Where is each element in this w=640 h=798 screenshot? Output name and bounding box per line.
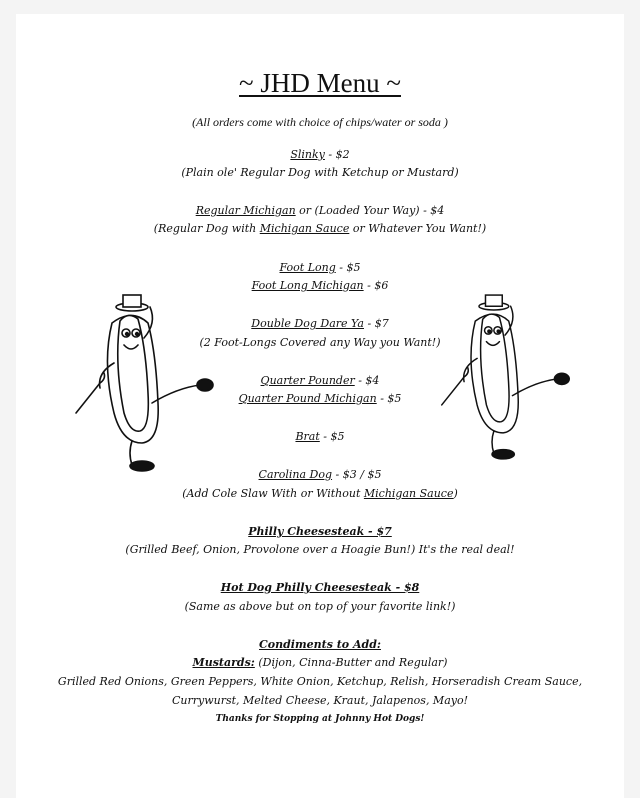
condiments-heading (0, 638, 640, 652)
item-slinky (0, 148, 640, 162)
item-name: Double Dog Dare Ya (251, 317, 364, 330)
condiments-line-2: Currywurst, Melted Cheese, Kraut, Jalapenos, Mayo! (171, 694, 469, 707)
item-name: Quarter Pound Michigan (238, 392, 377, 405)
item-hotdog-philly-desc: (Same as above but on top of your favorite link!) (184, 600, 456, 613)
desc-part: ) (453, 487, 458, 500)
condiments-line-1: Grilled Red Onions, Green Peppers, White Onion, Ketchup, Relish, Horseradish Cream Sauce, (57, 675, 583, 688)
item-price: - $5 (319, 430, 345, 443)
dancing-hotdog-left-icon (72, 293, 217, 473)
item-price: - $5 (376, 392, 402, 405)
item-philly-desc: (Grilled Beef, Onion, Provolone over a Hoagie Bun!) It's the real deal! (125, 543, 515, 556)
item-price: or (Loaded Your Way) - $4 (295, 204, 445, 217)
item-name: Philly Cheesesteak - $7 (248, 525, 392, 538)
mustards-list: (Dijon, Cinna-Butter and Regular) (254, 656, 448, 669)
condiments-title: Condiments to Add: (259, 638, 381, 651)
mustards-label: Mustards: (192, 656, 255, 669)
item-price: - $4 (354, 374, 380, 387)
item-name: Brat (295, 430, 320, 443)
item-name: Carolina Dog (258, 468, 333, 481)
item-price: - $6 (363, 279, 389, 292)
item-name: Quarter Pounder (260, 374, 355, 387)
item-name: Hot Dog Philly Cheesesteak - $8 (220, 581, 420, 594)
condiments-mustards (0, 656, 640, 670)
desc-part: or Whatever You Want!) (349, 222, 487, 235)
dancing-hotdog-right-icon (438, 291, 573, 463)
desc-sauce: Michigan Sauce (259, 222, 350, 235)
item-philly (0, 525, 640, 539)
desc-part: (Add Cole Slaw With or Without (182, 487, 364, 500)
menu-subtitle: (All orders come with choice of chips/water or soda ) (192, 115, 448, 129)
item-price: - $5 (335, 261, 361, 274)
item-name: Foot Long Michigan (251, 279, 364, 292)
item-carolina-desc (0, 487, 640, 501)
desc-sauce: Michigan Sauce (363, 487, 454, 500)
menu-title: ~ JHD Menu ~ (239, 68, 401, 98)
item-regular-michigan-desc (0, 222, 640, 236)
item-slinky-desc: (Plain ole' Regular Dog with Ketchup or Mustard) (181, 166, 459, 179)
item-hotdog-philly (0, 581, 640, 595)
item-name: Foot Long (279, 261, 336, 274)
item-regular-michigan (0, 204, 640, 218)
item-double-dog-desc: (2 Foot-Longs Covered any Way you Want!) (199, 336, 441, 349)
desc-part: (Regular Dog with (153, 222, 260, 235)
item-foot-long (0, 261, 640, 275)
thanks-note: Thanks for Stopping at Johnny Hot Dogs! (215, 714, 425, 724)
item-price: - $7 (363, 317, 389, 330)
item-name: Regular Michigan (195, 204, 296, 217)
item-price: - $2 (324, 148, 350, 161)
item-name: Slinky (290, 148, 325, 161)
item-price: - $3 / $5 (332, 468, 382, 481)
